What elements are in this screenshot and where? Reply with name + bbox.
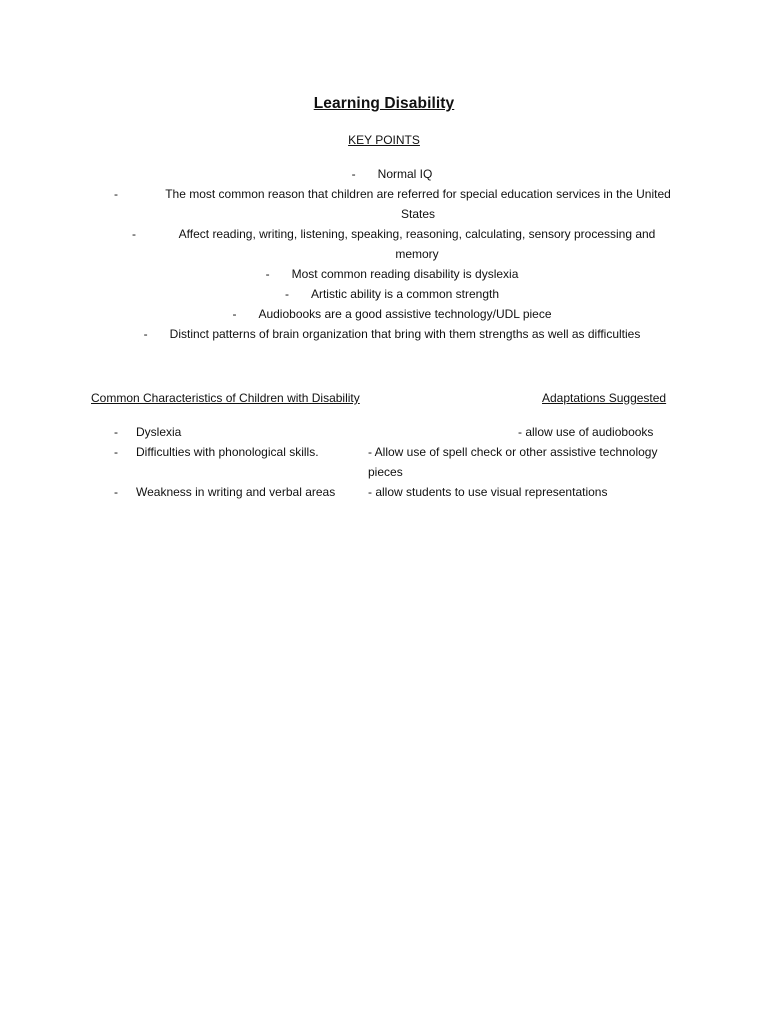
key-point-text: Audiobooks are a good assistive technology/UDL piece [258,307,552,321]
adaptation-text-line: - Allow use of spell check or other assistive technology pieces [368,445,658,479]
bullet-dash: - [114,187,118,201]
adaptation-text: - allow use of audiobooks [518,425,654,439]
key-point-text: Distinct patterns of brain organization that bring with them strengths as well as difficulties [169,327,641,341]
document-title: Learning Disability [313,95,455,112]
key-point-item [100,264,684,284]
adaptation-text [368,442,688,482]
bullet-dash: - [284,287,289,301]
key-point-text: Most common reading disability is dyslexia [291,267,519,281]
key-point-item [100,164,684,184]
characteristic-text: Weakness in writing and verbal areas [136,485,336,499]
key-point-item [100,224,684,264]
key-point-item [100,324,684,344]
bullet-dash: - [114,445,118,459]
characteristics-heading: Common Characteristics of Children with Disability [91,391,360,405]
key-points-heading: KEY POINTS [348,133,420,147]
key-point-item [100,304,684,324]
key-point-item [100,184,684,224]
bullet-dash: - [265,267,270,281]
bullet-dash: - [114,485,118,499]
characteristic-row [0,442,768,482]
characteristic-text: Difficulties with phonological skills. [136,445,319,459]
adaptations-heading: Adaptations Suggested [542,391,667,405]
key-point-text: Normal IQ [377,167,433,181]
bullet-dash: - [232,307,237,321]
bullet-dash: - [114,425,118,439]
key-points-list [100,164,684,344]
characteristic-text: Dyslexia [136,425,182,439]
key-point-text: Affect reading, writing, listening, speaking, reasoning, calculating, sensory processing and memory [178,227,656,261]
key-point-text: The most common reason that children are referred for special education services in the United States [165,187,671,221]
key-point-text: Artistic ability is a common strength [310,287,500,301]
adaptation-text: - allow students to use visual representations [368,485,608,499]
bullet-dash: - [132,227,136,241]
bullet-dash: - [143,327,148,341]
bullet-dash: - [351,167,356,181]
key-point-item [100,284,684,304]
